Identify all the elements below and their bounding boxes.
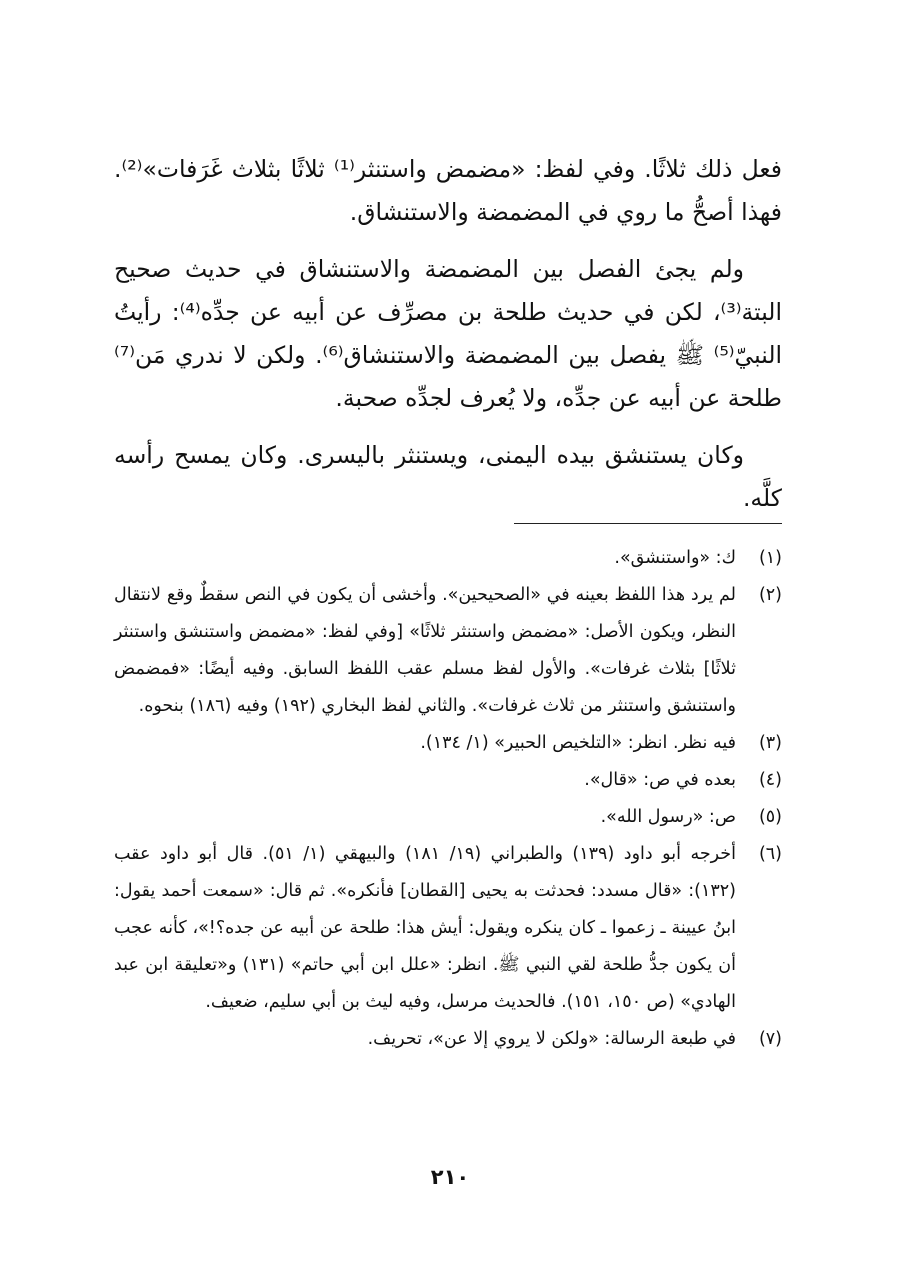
footnote-text: في طبعة الرسالة: «ولكن لا يروي إلا عن»، تحريف. — [367, 1029, 736, 1049]
footnote-number: (٥) — [758, 807, 782, 827]
footnote-text: ص: «رسول الله». — [600, 807, 736, 827]
footnote-number: (٤) — [758, 770, 782, 790]
footnote-text: بعده في ص: «قال». — [584, 770, 736, 790]
page-number: ٢١٠ — [430, 1165, 470, 1189]
footnote-number: (١) — [758, 548, 782, 568]
footnote-6 — [114, 836, 782, 1021]
footnote-text: لم يرد هذا اللفظ بعينه في «الصحيحين». وأخشى أن يكون في النص سقطٌ وقع لانتقال النظر، ويكون الأصل: «مضمض واستنثر ثلاثًا» [وفي لفظ: «مضمض واستنشق واستنثر ثلاثًا] بثلاث غرفات». والأول لفظ مسلم عقب اللفظ السابق. وفيه أيضًا: «فمضمض واستنشق واستنثر من ثلاث غرفات». والثاني لفظ البخاري (١٩٢) وفيه (١٨٦) بنحوه. — [114, 585, 736, 716]
main-text — [114, 148, 782, 538]
paragraph-3: وكان يستنشق بيده اليمنى، ويستنثر باليسرى. وكان يمسح رأسه كلَّه. — [114, 441, 782, 512]
footnote-3 — [114, 725, 782, 762]
footnote-number: (٦) — [758, 844, 782, 864]
footnote-2 — [114, 577, 782, 725]
footnote-text: ك: «واستنشق». — [614, 548, 736, 568]
footnote-text: فيه نظر. انظر: «التلخيص الحبير» (١/ ١٣٤). — [420, 733, 736, 753]
footnote-separator — [514, 523, 782, 524]
footnote-number: (٧) — [758, 1029, 782, 1049]
paragraph-2: ولم يجئ الفصل بين المضمضة والاستنشاق في حديث صحيح البتة⁽³⁾، لكن في حديث طلحة بن مصرِّف عن أبيه عن جدِّه⁽⁴⁾: رأيتُ النبيّ⁽⁵⁾ ﷺ يفصل بين المضمضة والاستنشاق⁽⁶⁾. ولكن لا ندري مَن⁽⁷⁾ طلحة عن أبيه عن جدِّه، ولا يُعرف لجدِّه صحبة. — [114, 255, 783, 412]
footnote-number: (٢) — [758, 585, 782, 605]
footnote-5 — [114, 799, 782, 836]
paragraph-1: فعل ذلك ثلاثًا. وفي لفظ: «مضمض واستنثر⁽¹⁾ ثلاثًا بثلاث غَرَفات»⁽²⁾. فهذا أصحُّ ما روي في المضمضة والاستنشاق. — [114, 155, 782, 226]
footnote-1 — [114, 540, 782, 577]
footnotes — [114, 540, 782, 1058]
footnote-text: أخرجه أبو داود (١٣٩) والطبراني (١٩/ ١٨١) والبيهقي (١/ ٥١). قال أبو داود عقب (١٣٢): «قال مسدد: فحدثت به يحيى [القطان] فأنكره». ثم قال: «سمعت أحمد يقول: ابنُ عيينة ـ زعموا ـ كان ينكره ويقول: أيش هذا: طلحة عن أبيه عن جده؟!»، كأنه عجب أن يكون جدُّ طلحة لقي النبي ﷺ. انظر: «علل ابن أبي حاتم» (١٣١) و«تعليقة ابن عبد الهادي» (ص ١٥٠، ١٥١). فالحديث مرسل، وفيه ليث بن أبي سليم، ضعيف. — [114, 844, 736, 1012]
footnote-4 — [114, 762, 782, 799]
footnote-7 — [114, 1021, 782, 1058]
footnote-number: (٣) — [758, 733, 782, 753]
